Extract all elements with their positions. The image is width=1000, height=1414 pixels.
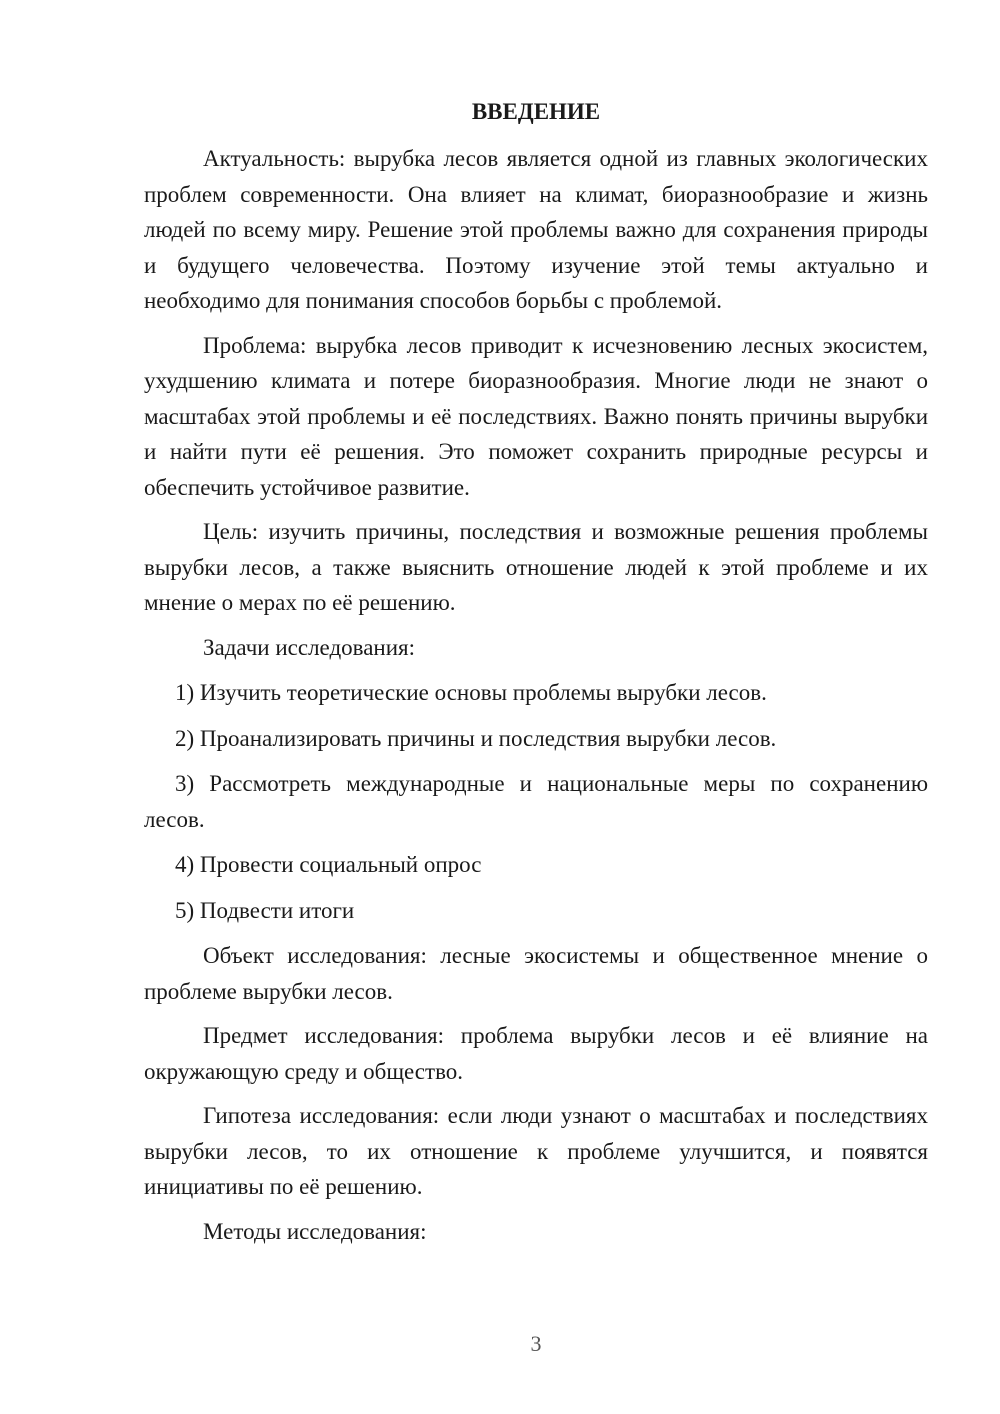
tasks-heading: Задачи исследования:	[203, 634, 416, 660]
section-title: ВВЕДЕНИЕ	[471, 99, 601, 124]
object-paragraph: Объект исследования: лесные экосистемы и общественное мнение о проблеме вырубки лесов.	[144, 943, 928, 1004]
page-content	[144, 94, 928, 1259]
hypothesis-paragraph: Гипотеза исследования: если люди узнают о масштабах и последствиях вырубки лесов, то их отношение к проблеме улучшится, и появятся инициативы по её решению.	[144, 1103, 928, 1199]
methods-heading: Методы исследования:	[203, 1218, 427, 1244]
task-item: 4) Провести социальный опрос	[175, 852, 482, 877]
task-item: 2) Проанализировать причины и последствия вырубки лесов.	[175, 725, 777, 751]
goal-paragraph: Цель: изучить причины, последствия и возможные решения проблемы вырубки лесов, а также выяснить отношение людей к этой проблеме и их мнение о мерах по её решению.	[144, 519, 928, 615]
task-item: 1) Изучить теоретические основы проблемы вырубки лесов.	[175, 680, 767, 705]
problem-paragraph: Проблема: вырубка лесов приводит к исчезновению лесных экосистем, ухудшению климата и потере биоразнообразия. Многие люди не знают о масштабах этой проблемы и её последствиях. Важно понять причины вырубки и найти пути её решения. Это поможет сохранить природные ресурсы и обеспечить устойчивое развитие.	[144, 332, 928, 500]
subject-paragraph: Предмет исследования: проблема вырубки лесов и её влияние на окружающую среду и общество.	[144, 1023, 928, 1084]
task-item: 3) Рассмотреть международные и национальные меры по сохранению лесов.	[144, 771, 928, 832]
relevance-paragraph: Актуальность: вырубка лесов является одной из главных экологических проблем современности. Она влияет на климат, биоразнообразие и жизнь людей по всему миру. Решение этой проблемы важно для сохранения природы и будущего человечества. Поэтому изучение этой темы актуально и необходимо для понимания способов борьбы с проблемой.	[144, 146, 928, 313]
page-number: 3	[530, 1331, 542, 1356]
task-item: 5) Подвести итоги	[175, 897, 355, 923]
tasks-list	[144, 675, 928, 928]
